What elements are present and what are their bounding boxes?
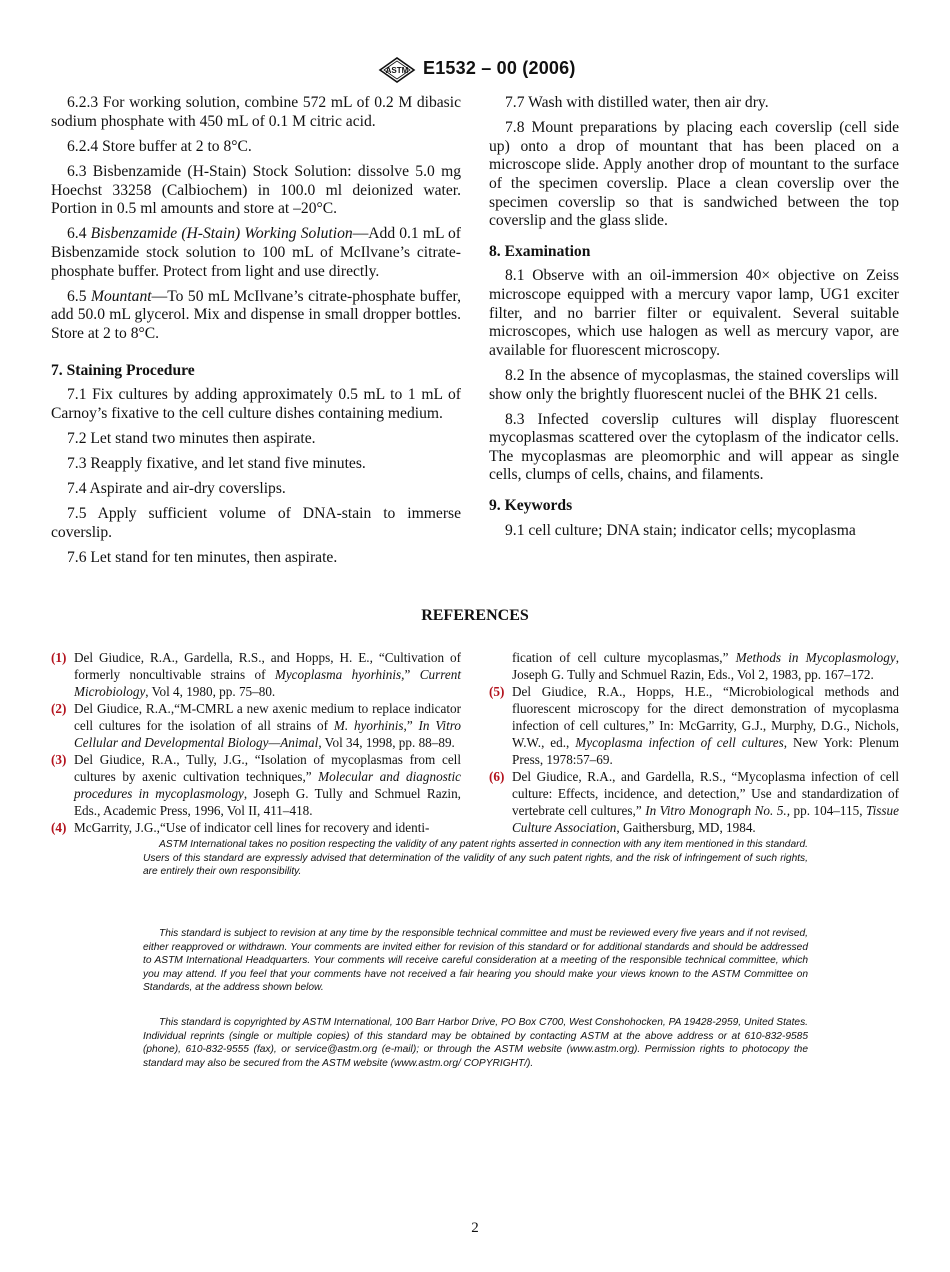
reference-text: Del Giudice, R.A., Gardella, R.S., and Hopps, H. E., “Cultivation of formerly noncultivable strains of	[74, 650, 461, 682]
paragraph-7-3: 7.3 Reapply fixative, and let stand five minutes.	[67, 455, 366, 473]
reference-text: ”	[404, 667, 420, 682]
reference-italic: Tissue Culture Association	[512, 803, 899, 835]
reference-text: Del Giudice, R.A., Hopps, H.E., “Microbiological methods and fluorescent microscopy for the direct demonstration of mycoplasma infection of cell cultures,” In: McGarrity, G.J., Murphy, D.G., Nichols, W.W., ed.,	[512, 684, 899, 750]
standard-designation: E1532 – 00 (2006)	[423, 58, 576, 78]
paragraph-6-5-title: Mountant	[90, 287, 152, 305]
reference-text: pp. 104–115,	[790, 803, 867, 818]
reference-text: , Gaithersburg, MD, 1984.	[616, 820, 756, 835]
reference-number[interactable]: (6)	[489, 769, 505, 784]
revision-notice-text: This standard is subject to revision at any time by the responsible technical committee and must be reviewed every five years and if not revised, either reapproved or withdrawn. Your comments are invited either for revision of this standard or for additional standards and should be addressed to ASTM International Headquarters. Your comments will receive careful consideration at a meeting of the responsible technical committee, which you may attend. If you feel that your comments have not received a fair hearing you should make your views known to the ASTM Committee on Standards, at the address shown below.	[143, 928, 808, 994]
left-column	[51, 94, 461, 574]
paragraph-6-4	[51, 225, 461, 281]
reference-item	[51, 649, 461, 700]
paragraph-7-2: 7.2 Let stand two minutes then aspirate.	[67, 429, 316, 447]
paragraph-6-5	[51, 288, 461, 344]
page-number: 2	[471, 1220, 479, 1236]
paragraph-6-5-number: 6.5	[67, 287, 87, 305]
right-column	[489, 94, 899, 547]
page-header	[0, 57, 950, 83]
reference-italic: Mycoplasma hyorhinis,	[274, 667, 405, 682]
reference-text: , Vol 4, 1980, pp. 75–80.	[145, 684, 276, 699]
reference-italic: Mycoplasma infection of cell cultures	[575, 735, 784, 750]
revision-notice	[143, 927, 808, 995]
section-8-heading: 8. Examination	[489, 242, 591, 260]
reference-text: Del Giudice, R.A., and Gardella, R.S., “Mycoplasma infection of cell culture: Effects, incidence, and detection,” Use and standardization of vertebrate cell cultures,”	[512, 769, 899, 818]
reference-item	[51, 751, 461, 819]
paragraph-6-2-4: 6.2.4 Store buffer at 2 to 8°C.	[67, 137, 252, 155]
reference-item	[51, 700, 461, 751]
paragraph-7-6: 7.6 Let stand for ten minutes, then aspirate.	[67, 549, 338, 567]
reference-italic: Molecular and diagnostic procedures in mycoplasmology	[74, 769, 461, 801]
reference-number[interactable]: (2)	[51, 701, 67, 716]
patent-notice	[143, 838, 808, 879]
logo-text: ASTM	[385, 66, 409, 75]
reference-italic: Methods in Mycoplasmology	[735, 650, 896, 665]
paragraph-8-2: 8.2 In the absence of mycoplasmas, the stained coverslips will show only the brightly fluorescent nuclei of the BHK 21 cells.	[489, 366, 899, 403]
paragraph-8-3: 8.3 Infected coverslip cultures will display fluorescent mycoplasmas scattered over the cytoplasm of the indicator cells. The mycoplasmas are pleomorphic and will appear as single cells, clumps of cells, chains, and filaments.	[489, 410, 899, 484]
paragraph-7-1: 7.1 Fix cultures by adding approximately 0.5 mL to 1 mL of Carnoy’s fixative to the cell culture dishes containing medium.	[51, 386, 461, 422]
paragraph-6-3: 6.3 Bisbenzamide (H-Stain) Stock Solution: dissolve 5.0 mg Hoechst 33258 (Calbiochem) in 100.0 ml deionized water. Portion in 0.5 ml amounts and store at –20°C.	[51, 162, 461, 218]
paragraph-9-1: 9.1 cell culture; DNA stain; indicator cells; mycoplasma	[505, 521, 856, 539]
paragraph-8-1: 8.1 Observe with an oil-immersion 40× objective on Zeiss microscope equipped with a mercury vapor lamp, UG1 exciter filter, and no barrier filter or equivalent. Several suitable microscopes, which use halogen as well as mercury vapor, are available for fluorescent microscopy.	[489, 267, 899, 359]
reference-italic: In Vitro Cellular and Developmental Biology—Animal	[74, 718, 461, 750]
reference-text: , Joseph G. Tully and Schmuel Razin, Eds., Vol 2, 1983, pp. 167–172.	[512, 650, 899, 682]
reference-text: , Joseph G. Tully and Schmuel Razin, Eds., Academic Press, 1996, Vol II, 411–418.	[74, 786, 461, 818]
reference-number[interactable]: (5)	[489, 684, 505, 699]
copyright-notice-text: This standard is copyrighted by ASTM International, 100 Barr Harbor Drive, PO Box C700, West Conshohocken, PA 19428-2959, United States. Individual reprints (single or multiple copies) of this standard may be obtained by contacting ASTM at the above address or at 610-832-9585 (phone), 610-832-9555 (fax), or service@astm.org (e-mail); or through the ASTM website (www.astm.org). Permission rights to photocopy the standard may also be secured from the ASTM website (www.astm.org/ COPYRIGHT/).	[143, 1017, 808, 1069]
reference-number[interactable]: (4)	[51, 820, 67, 835]
references-heading: REFERENCES	[421, 607, 529, 624]
reference-item	[51, 819, 461, 836]
reference-item	[489, 768, 899, 836]
reference-item	[489, 683, 899, 768]
reference-text: Del Giudice, R.A., Tully, J.G., “Isolation of mycoplasmas from cell cultures by axenic cultivation techniques,”	[74, 752, 461, 784]
reference-italic: M. hyorhinis	[333, 718, 404, 733]
patent-notice-text: ASTM International takes no position respecting the validity of any patent rights asserted in connection with any item mentioned in this standard. Users of this standard are expressly advised that determination of the validity of any such patent rights, and the risk of infringement of such rights, are entirely their own responsibility.	[143, 839, 808, 878]
paragraph-7-7: 7.7 Wash with distilled water, then air dry.	[505, 94, 769, 111]
paragraph-7-4: 7.4 Aspirate and air-dry coverslips.	[67, 480, 286, 498]
reference-italic: Current Microbiology	[74, 667, 461, 699]
paragraph-6-4-text: —Add 0.1 mL of Bisbenzamide stock solution to 100 mL of McIlvane’s citrate-phosphate buffer. Protect from light and use directly.	[51, 225, 461, 280]
section-9-heading: 9. Keywords	[489, 497, 573, 515]
reference-continuation	[489, 649, 899, 683]
reference-text: , Vol 34, 1998, pp. 88–89.	[318, 735, 455, 750]
copyright-notice	[143, 1016, 808, 1070]
reference-text: fication of cell culture mycoplasmas,”	[512, 650, 736, 665]
references-right-column	[489, 649, 899, 836]
reference-number[interactable]: (3)	[51, 752, 67, 767]
reference-text: McGarrity, J.G.,“Use of indicator cell lines for recovery and identi-	[74, 820, 430, 835]
reference-italic: In Vitro Monograph No. 5.,	[645, 803, 791, 818]
paragraph-7-5: 7.5 Apply sufficient volume of DNA-stain to immerse coverslip.	[51, 505, 461, 542]
paragraph-6-4-title: Bisbenzamide (H-Stain) Working Solution	[90, 225, 353, 243]
paragraph-6-5-text: —To 50 mL McIlvane’s citrate-phosphate buffer, add 50.0 mL glycerol. Mix and dispense in small dropper bottles. Store at 2 to 8°C.	[51, 287, 461, 342]
astm-logo-icon	[378, 57, 416, 83]
paragraph-7-8: 7.8 Mount preparations by placing each coverslip (cell side up) onto a drop of mountant that has been placed on a microscope slide. Apply another drop of mountant to the surface of the specimen coverslip. Place a clean coverslip over the specimen coverslip so that is sandwiched between the top coverslip and the glass slide.	[489, 119, 899, 230]
paragraph-6-4-number: 6.4	[67, 225, 87, 243]
reference-text: Del Giudice, R.A.,“M-CMRL a new axenic medium to replace indicator cell cultures for the isolation of all strains of	[74, 701, 461, 733]
paragraph-6-2-3: 6.2.3 For working solution, combine 572 mL of 0.2 M dibasic sodium phosphate with 450 mL of 0.1 M citric acid.	[51, 94, 461, 130]
reference-text: ,”	[403, 718, 419, 733]
section-7-heading: 7. Staining Procedure	[51, 361, 195, 379]
references-left-column	[51, 649, 461, 836]
reference-text: , New York: Plenum Press, 1978:57–69.	[512, 735, 899, 767]
reference-number[interactable]: (1)	[51, 650, 67, 665]
